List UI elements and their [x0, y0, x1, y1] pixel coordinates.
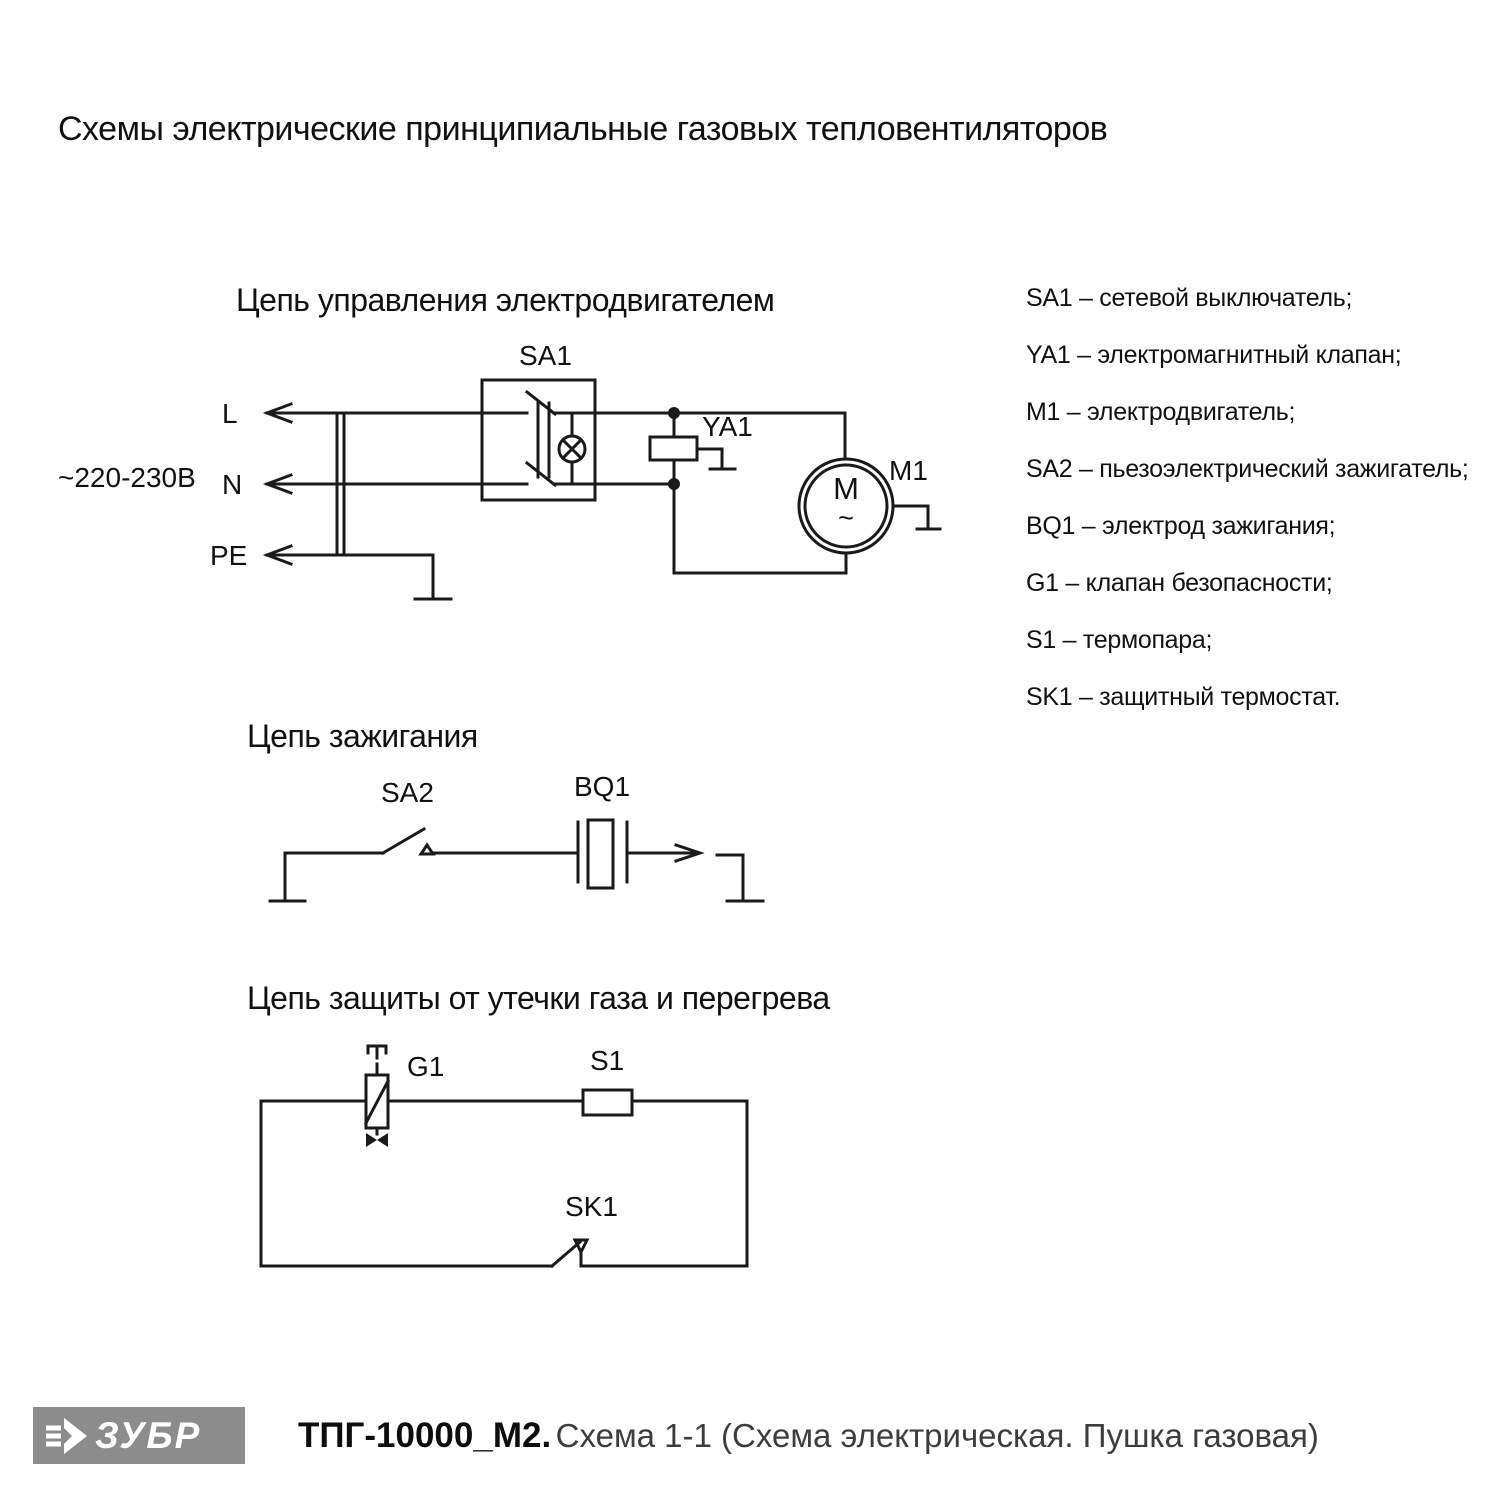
ref-label-m1: M1 — [889, 455, 928, 486]
sa1-bottom-blade — [527, 463, 555, 485]
ref-label-bq1: BQ1 — [574, 771, 631, 802]
ref-label-sk1: SK1 — [565, 1191, 618, 1222]
bq1-piezo-symbol — [588, 820, 613, 888]
section-title-motor-control: Цепь управления электродвигателем — [236, 282, 775, 318]
motor-letter: M — [833, 471, 859, 506]
ref-label-s1: S1 — [590, 1045, 625, 1076]
footer-caption-row — [298, 1416, 1319, 1456]
brand-text: ЗУБР — [95, 1414, 202, 1456]
ignition-right-ground-icon — [717, 855, 763, 901]
supply-voltage-label: ~220-230В — [58, 462, 196, 493]
zubr-logo — [33, 1407, 245, 1464]
legend-item-m1: M1 – электродвигатель; — [1026, 398, 1296, 426]
pe-ground-icon — [415, 555, 451, 599]
motor-return-wire — [674, 484, 846, 573]
protection-circuit — [261, 1046, 747, 1266]
ya1-coil-symbol — [650, 437, 697, 460]
sa2-switch-blade — [383, 829, 424, 853]
sk1-switch-blade — [552, 1242, 580, 1266]
legend-item-s1: S1 – термопара; — [1026, 626, 1213, 654]
s1-thermocouple-symbol — [583, 1090, 632, 1115]
terminal-label-l: L — [222, 398, 238, 429]
legend-item-sa2: SA2 – пьезоэлектрический зажигатель; — [1026, 455, 1469, 483]
ref-label-sa1: SA1 — [519, 340, 572, 371]
g1-valve-diagonal — [366, 1081, 388, 1123]
ignition-left-ground-icon — [270, 853, 305, 901]
ref-label-g1: G1 — [407, 1051, 445, 1082]
legend-item-bq1: BQ1 – электрод зажигания; — [1026, 512, 1336, 540]
legend-item-sk1: SK1 – защитный термостат. — [1026, 683, 1341, 711]
model-text: ТПГ-10000_М2. — [298, 1416, 552, 1455]
g1-plunger-icon — [368, 1046, 386, 1075]
caption-text: Схема 1-1 (Схема электрическая. Пушка газовая) — [555, 1417, 1319, 1454]
section-title-ignition: Цепь зажигания — [247, 718, 478, 754]
legend-item-ya1: YA1 – электромагнитный клапан; — [1026, 341, 1402, 369]
ref-label-sa2: SA2 — [381, 777, 434, 808]
legend-item-g1: G1 – клапан безопасности; — [1026, 569, 1333, 597]
ignition-circuit — [270, 820, 763, 901]
page-title: Схемы электрические принципиальные газовых тепловентиляторов — [58, 110, 1108, 148]
sa1-linkage — [538, 403, 549, 477]
ref-label-ya1: YA1 — [702, 411, 753, 442]
bq1-piezo-plates — [578, 822, 627, 882]
terminal-label-pe: PE — [210, 540, 248, 571]
sa1-top-blade — [527, 392, 555, 414]
motor-ac-symbol: ~ — [838, 503, 854, 533]
legend-item-sa1: SA1 – сетевой выключатель; — [1026, 284, 1353, 312]
sa1-lamp-cross — [563, 440, 581, 458]
g1-bowtie-left — [366, 1133, 377, 1147]
ya1-ground-icon — [697, 449, 735, 469]
m1-ground-icon — [893, 506, 940, 529]
terminal-label-n: N — [222, 469, 243, 500]
sa2-contact-icon — [421, 845, 433, 854]
zubr-logo-arrow-icon — [43, 1413, 89, 1459]
g1-bowtie-right — [377, 1133, 388, 1147]
section-title-protection: Цепь защиты от утечки газа и перегрева — [247, 980, 830, 1016]
